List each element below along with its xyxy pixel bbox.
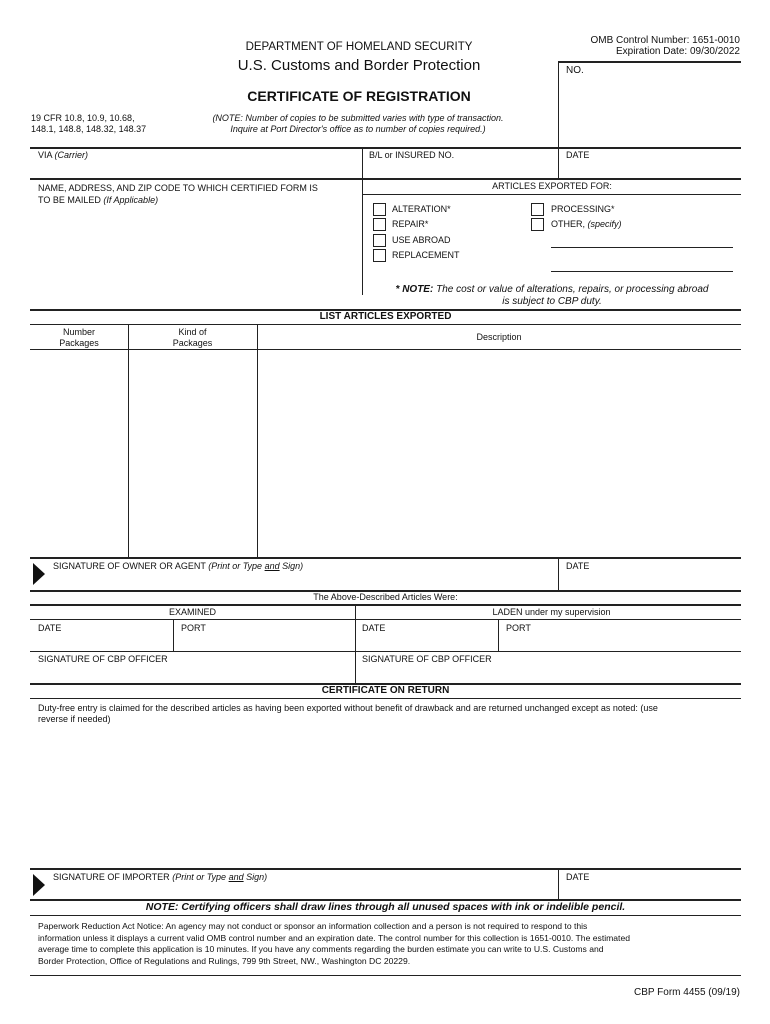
date-label: DATE: [566, 150, 590, 160]
examined-label: EXAMINED: [168, 607, 216, 617]
exam-date-left-field[interactable]: [36, 635, 172, 651]
mailing-address-field[interactable]: [36, 210, 360, 294]
copies-note-line-2: Inquire at Port Director's office as to number of copies required.): [230, 124, 486, 134]
cbp-duty-note-line-2: is subject to CBP duty.: [502, 296, 602, 307]
owner-sig-hint-c: Sign): [282, 561, 304, 571]
cbp-duty-note-line-1: The cost or value of alterations, repairs, or processing abroad: [436, 284, 709, 295]
via-label-wrap: [38, 150, 88, 160]
date-field[interactable]: [564, 163, 740, 179]
exam-port-left-label: PORT: [181, 623, 206, 633]
mail-label-wrap: [38, 182, 318, 206]
list-header-bottom-rule: [30, 349, 741, 350]
return-exceptions-field[interactable]: [36, 728, 740, 868]
registration-number-field[interactable]: [562, 80, 741, 142]
mid-divider: [362, 148, 363, 295]
laden-label: LADEN under my supervision: [492, 607, 611, 617]
exam-date-right-field[interactable]: [360, 635, 498, 651]
other-checkbox[interactable]: [531, 218, 544, 231]
owner-sig-label: SIGNATURE OF OWNER OR AGENT: [53, 561, 206, 571]
owner-sig-hint-b: and: [264, 561, 280, 571]
via-hint: (Carrier): [54, 150, 89, 160]
department-name: DEPARTMENT OF HOMELAND SECURITY: [245, 41, 473, 53]
importer-sig-hint-c: Sign): [246, 872, 268, 882]
other-label-wrap: [551, 219, 622, 229]
owner-sig-top-rule: [30, 557, 741, 559]
owner-sig-date-field[interactable]: [564, 574, 740, 590]
importer-sig-date-label: DATE: [566, 872, 590, 882]
cbp-officer-sig-left-field[interactable]: [36, 667, 355, 683]
paperwork-line-3: average time to complete this application is 10 minutes. If you have any comments regarding the burden estimate you can write to U.S. Customs and: [38, 944, 604, 954]
owner-sig-hint-a: (Print or Type: [208, 561, 263, 571]
exam-date-right-label: DATE: [362, 623, 386, 633]
owner-signature-field[interactable]: [53, 574, 557, 590]
exam-port-left-field[interactable]: [179, 635, 355, 651]
paperwork-notice: [38, 921, 734, 967]
omb-control-number: OMB Control Number: 1651-0010: [590, 35, 740, 46]
col-kind-2: Packages: [172, 338, 213, 348]
exam-port-right-label: PORT: [506, 623, 531, 633]
exam-header-rule: [30, 619, 741, 620]
cbp-officer-sig-left-label: SIGNATURE OF CBP OFFICER: [38, 654, 168, 664]
owner-sig-date-divider: [558, 558, 559, 591]
importer-sig-top-rule: [30, 868, 741, 870]
date-divider: [558, 148, 559, 178]
agency-name: U.S. Customs and Border Protection: [237, 57, 481, 74]
paperwork-line-1: Paperwork Reduction Act Notice: An agency may not conduct or sponsor an information collection and a person is not required to respond to this: [38, 921, 588, 931]
no-box-left-rule: [558, 62, 559, 148]
replacement-checkbox[interactable]: [373, 249, 386, 262]
form-title: CERTIFICATE OF REGISTRATION: [247, 88, 471, 104]
paperwork-line-2: information unless it displays a current valid OMB control number and an expiration date. The control number for this collection is 1651-0010. The estimated: [38, 932, 631, 943]
exam-left-port-divider: [173, 620, 174, 651]
via-label: VIA: [38, 150, 53, 160]
above-described-label: The Above-Described Articles Were:: [313, 592, 458, 602]
form-number: CBP Form 4455 (09/19): [634, 987, 740, 998]
mail-hint: (If Applicable): [103, 195, 159, 205]
col-kind-1: Kind of: [178, 327, 207, 337]
return-header-rule: [30, 698, 741, 699]
list-header-rule: [30, 324, 741, 325]
return-text-line-2: reverse if needed): [38, 714, 111, 724]
bl-label: B/L or INSURED NO.: [369, 150, 455, 160]
importer-sig-hint-a: (Print or Type: [172, 872, 227, 882]
other-hint: (specify): [587, 219, 622, 229]
copies-note: [190, 113, 526, 135]
exam-right-port-divider: [498, 620, 499, 651]
bl-insured-field[interactable]: [367, 163, 556, 179]
sign-here-arrow-icon: [33, 874, 45, 896]
cfr-line-1: 19 CFR 10.8, 10.9, 10.68,: [31, 113, 135, 123]
cbp-duty-note-bold: * NOTE:: [395, 284, 434, 295]
other-specify-field-2[interactable]: [551, 258, 737, 272]
cfr-references: [31, 113, 146, 135]
processing-checkbox[interactable]: [531, 203, 544, 216]
exam-date-left-label: DATE: [38, 623, 62, 633]
use-abroad-label: USE ABROAD: [392, 235, 451, 245]
alteration-label: ALTERATION*: [392, 204, 451, 214]
return-text-line-1: Duty-free entry is claimed for the described articles as having been exported without benefit of drawback and are returned unchanged except as noted: (use: [38, 703, 658, 713]
owner-sig-label-wrap: [53, 561, 303, 571]
exam-port-right-field[interactable]: [504, 635, 740, 651]
repair-label: REPAIR*: [392, 219, 429, 229]
paperwork-bottom-rule: [30, 975, 741, 976]
no-box-top-rule: [558, 61, 741, 63]
kind-packages-field[interactable]: [131, 352, 258, 556]
omb-info: [590, 35, 740, 57]
mail-row-top-rule: [30, 178, 741, 180]
return-title: CERTIFICATE ON RETURN: [321, 685, 450, 696]
other-label: OTHER,: [551, 219, 586, 229]
exam-top-rule: [30, 604, 741, 606]
other-specify-field-1[interactable]: [551, 234, 737, 248]
cbp-officer-sig-right-field[interactable]: [360, 667, 740, 683]
cfr-line-2: 148.1, 148.8, 148.32, 148.37: [31, 124, 147, 134]
mail-label-line-1: NAME, ADDRESS, AND ZIP CODE TO WHICH CERTIFIED FORM IS: [38, 183, 318, 193]
cbp-duty-note: [363, 284, 741, 308]
replacement-label: REPLACEMENT: [392, 250, 460, 260]
alteration-checkbox[interactable]: [373, 203, 386, 216]
paperwork-top-rule: [30, 915, 741, 916]
number-packages-field[interactable]: [33, 352, 129, 556]
importer-sig-date-divider: [558, 869, 559, 900]
importer-sig-label-wrap: [53, 872, 267, 882]
col-number-packages: [30, 327, 128, 349]
cbp-officer-sig-right-label: SIGNATURE OF CBP OFFICER: [362, 654, 492, 664]
return-text: [38, 703, 738, 725]
processing-label: PROCESSING*: [551, 204, 615, 214]
via-row-top-rule: [30, 147, 741, 149]
list-title: LIST ARTICLES EXPORTED: [319, 311, 452, 322]
col-number-1: Number: [62, 327, 95, 337]
sign-here-arrow-icon: [33, 563, 45, 585]
repair-checkbox[interactable]: [373, 218, 386, 231]
articles-title-rule: [363, 194, 741, 195]
importer-sig-label: SIGNATURE OF IMPORTER: [53, 872, 170, 882]
no-label: NO.: [566, 65, 584, 76]
exam-sig-top-rule: [30, 651, 741, 652]
certifying-officers-note: NOTE: Certifying officers shall draw lines through all unused spaces with ink or indelible pencil.: [145, 901, 626, 913]
expiration-date: Expiration Date: 09/30/2022: [616, 46, 740, 57]
col-number-2: Packages: [59, 338, 99, 348]
description-field[interactable]: [260, 352, 742, 556]
owner-sig-date-label: DATE: [566, 561, 590, 571]
via-carrier-field[interactable]: [36, 163, 360, 179]
importer-sig-hint-b: and: [228, 872, 244, 882]
mail-label-line-2: TO BE MAILED: [38, 195, 101, 205]
col-description: Description: [476, 332, 522, 342]
articles-exported-for-title: ARTICLES EXPORTED FOR:: [492, 181, 612, 191]
use-abroad-checkbox[interactable]: [373, 234, 386, 247]
exam-mid-divider: [355, 605, 356, 684]
col-kind-packages: [128, 327, 257, 349]
copies-note-line-1: (NOTE: Number of copies to be submitted varies with type of transaction.: [212, 113, 504, 123]
paperwork-line-4: Border Protection, Office of Regulations and Rulings, 799 9th Street, NW., Washington DC 20229.: [38, 955, 411, 966]
